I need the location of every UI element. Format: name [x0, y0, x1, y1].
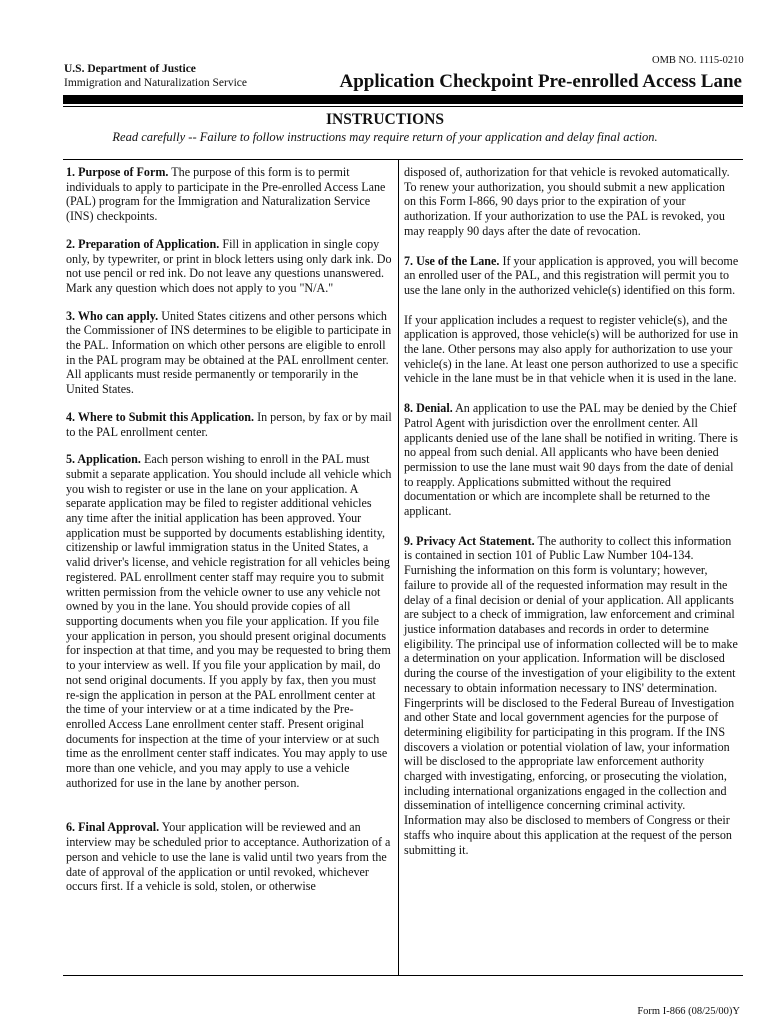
- section-denial: [404, 401, 740, 519]
- omb-number: OMB NO. 1115-0210: [652, 55, 744, 66]
- section-body: United States citizens and other persons which the Commissioner of INS determines to be eligible to participate in the PAL. Information on which other persons are eligible to enroll in the PAL program may be obtained at the PAL enrollment center. All applicants must reside permanently or temporarily in the United States.: [66, 308, 392, 397]
- section-body: Each person wishing to enroll in the PAL must submit a separate application. You should include all vehicle which you wish to register or use in the lane on your application. A separate application may be filed to register additional vehicles any time after the initial application has been approved. Your application must be supported by documents establishing identity, citizenship or lawful immigration status in the United States, a valid driver's license, and vehicle registration for all vehicles being registered. PAL enrollment center staff may require you to submit written permission from the vehicle owner to use any vehicle not owned by you in the lane. You should provide copies of all supporting documents when you file your application. If you file your application in person, you should present original documents for inspection at that time, and you may be requested to bring them to your interview as well. If you file your application by mail, do not send original documents. If you apply by fax, then you must re-sign the application in person at the PAL enrollment center at the time of your interview or at a time indicated by the Pre-enrolled Access Lane enrollment center staff. Present original documents for inspection at the time of your interview or at such time as the enrollment center staff indicates. You may apply to use more than one vehicle, and you may apply to use a vehicle authorized for use in the lane by another person.: [66, 452, 392, 790]
- section-preparation: [66, 237, 392, 296]
- section-body: An application to use the PAL may be denied by the Chief Patrol Agent with jurisdiction over the enrollment center. All applicants denied use of the lane shall be notified in writing. There is no appeal from such denial. All applicants who have been denied permission to use the lane must wait 90 days from the date of denial to reapply. Applications submitted without the required documentation or which are incomplete shall be returned to the applicant.: [404, 401, 738, 519]
- section-body: Fill in application in single copy only, by typewriter, or print in block letters using only dark ink. Do not use pencil or red ink. Do not leave any questions unanswered. Mark any question which does not apply to you "N/A.": [66, 236, 392, 295]
- section-title: 5. Application.: [66, 452, 141, 467]
- section-title: 3. Who can apply.: [66, 308, 159, 323]
- section-vehicle-registration: [404, 313, 740, 387]
- section-body: The authority to collect this information is contained in section 101 of Public Law Number 104-134. Furnishing the information on this form is voluntary; however, failure to provide all of the requested information may result in the delay of a final decision or denial of your application. All applicants are subject to a check of immigration, law enforcement and criminal justice information databases and records in order to determine eligibility. The principal use of information collected will be to make a determination on your application. Information will be disclosed during the course of the investigation of your eligibility to the extent necessary to obtain information necessary to INS' determination. Fingerprints will be disclosed to the Federal Bureau of Investigation and other State and local government agencies for the purpose of determining eligibility for participating in this program. If the INS discovers a violation or potential violation of law, your information will be disclosed to the appropriate law enforcement authority charged with investigating, enforcing, or prosecuting the violation, including international organizations engaged in the collection and dissemination of intelligence concerning criminal activity. Information may also be disclosed to members of Congress or their staffs who inquire about this application at the request of the person submitting it.: [404, 533, 738, 857]
- section-body: Your application will be reviewed and an interview may be scheduled prior to acceptance. Authorization of a person and vehicle to use the lane is valid until two years from the date of approval of the application or until revoked, whichever occurs first. If a vehicle is sold, stolen, or otherwise: [66, 820, 391, 894]
- instructions-subtitle: Read carefully -- Failure to follow instructions may require return of your application and delay final action.: [112, 130, 658, 144]
- section-use-of-lane: [404, 254, 740, 298]
- form-number: Form I-866 (08/25/00)Y: [637, 1006, 740, 1017]
- section-title: 6. Final Approval.: [66, 820, 160, 835]
- section-title: 7. Use of the Lane.: [404, 253, 500, 268]
- columns-bottom-rule: [63, 975, 743, 976]
- section-body: If your application is approved, you will become an enrolled user of the PAL, and this registration will permit you to use the lane only in the authorized vehicle(s) identified on this form.: [404, 253, 739, 297]
- right-column: [404, 165, 740, 857]
- section-where-to-submit: [66, 410, 392, 439]
- service-name: Immigration and Naturalization Service: [64, 77, 247, 89]
- columns-top-rule: [63, 159, 743, 160]
- section-who-can-apply: [66, 309, 392, 397]
- agency-block: [64, 62, 247, 90]
- section-title: 1. Purpose of Form.: [66, 165, 169, 179]
- section-final-approval: [66, 820, 392, 894]
- section-title: 2. Preparation of Application.: [66, 236, 220, 251]
- header-thick-rule: [63, 95, 743, 104]
- section-privacy-act: [404, 534, 740, 857]
- section-continuation: disposed of, authorization for that vehicle is revoked automatically. To renew your authorization, you should submit a new application on this Form I-866, 90 days prior to the expiration of your authorization. If your authorization to use the PAL is revoked, you may reapply 90 days after the date of revocation.: [404, 165, 730, 238]
- section-body: If your application includes a request to register vehicle(s), and the application is approved, those vehicle(s) will be authorized for use in the lane. Other persons may also apply for authorization to use your vehicle(s) in the lane. At least one person authorized to use a specific vehicle in the lane must be in that vehicle when it is used in the lane.: [404, 312, 739, 386]
- section-body: The purpose of this form is to permit individuals to apply to participate in the Pre-enrolled Access Lane (PAL) program for the Immigration and Naturalization Service (INS) checkpoints.: [66, 165, 386, 224]
- section-title: 9. Privacy Act Statement.: [404, 533, 535, 548]
- section-application: [66, 452, 392, 790]
- header-thin-rule: [63, 106, 743, 107]
- department-name: U.S. Department of Justice: [64, 63, 196, 75]
- instructions-heading: INSTRUCTIONS: [325, 111, 444, 128]
- left-column: [66, 165, 392, 894]
- form-title: Application Checkpoint Pre-enrolled Access Lane: [339, 71, 742, 92]
- column-divider: [398, 159, 399, 976]
- section-purpose: [66, 165, 392, 224]
- section-body: In person, by fax or by mail to the PAL enrollment center.: [66, 409, 392, 439]
- section-title: 8. Denial.: [404, 401, 453, 416]
- section-title: 4. Where to Submit this Application.: [66, 409, 255, 424]
